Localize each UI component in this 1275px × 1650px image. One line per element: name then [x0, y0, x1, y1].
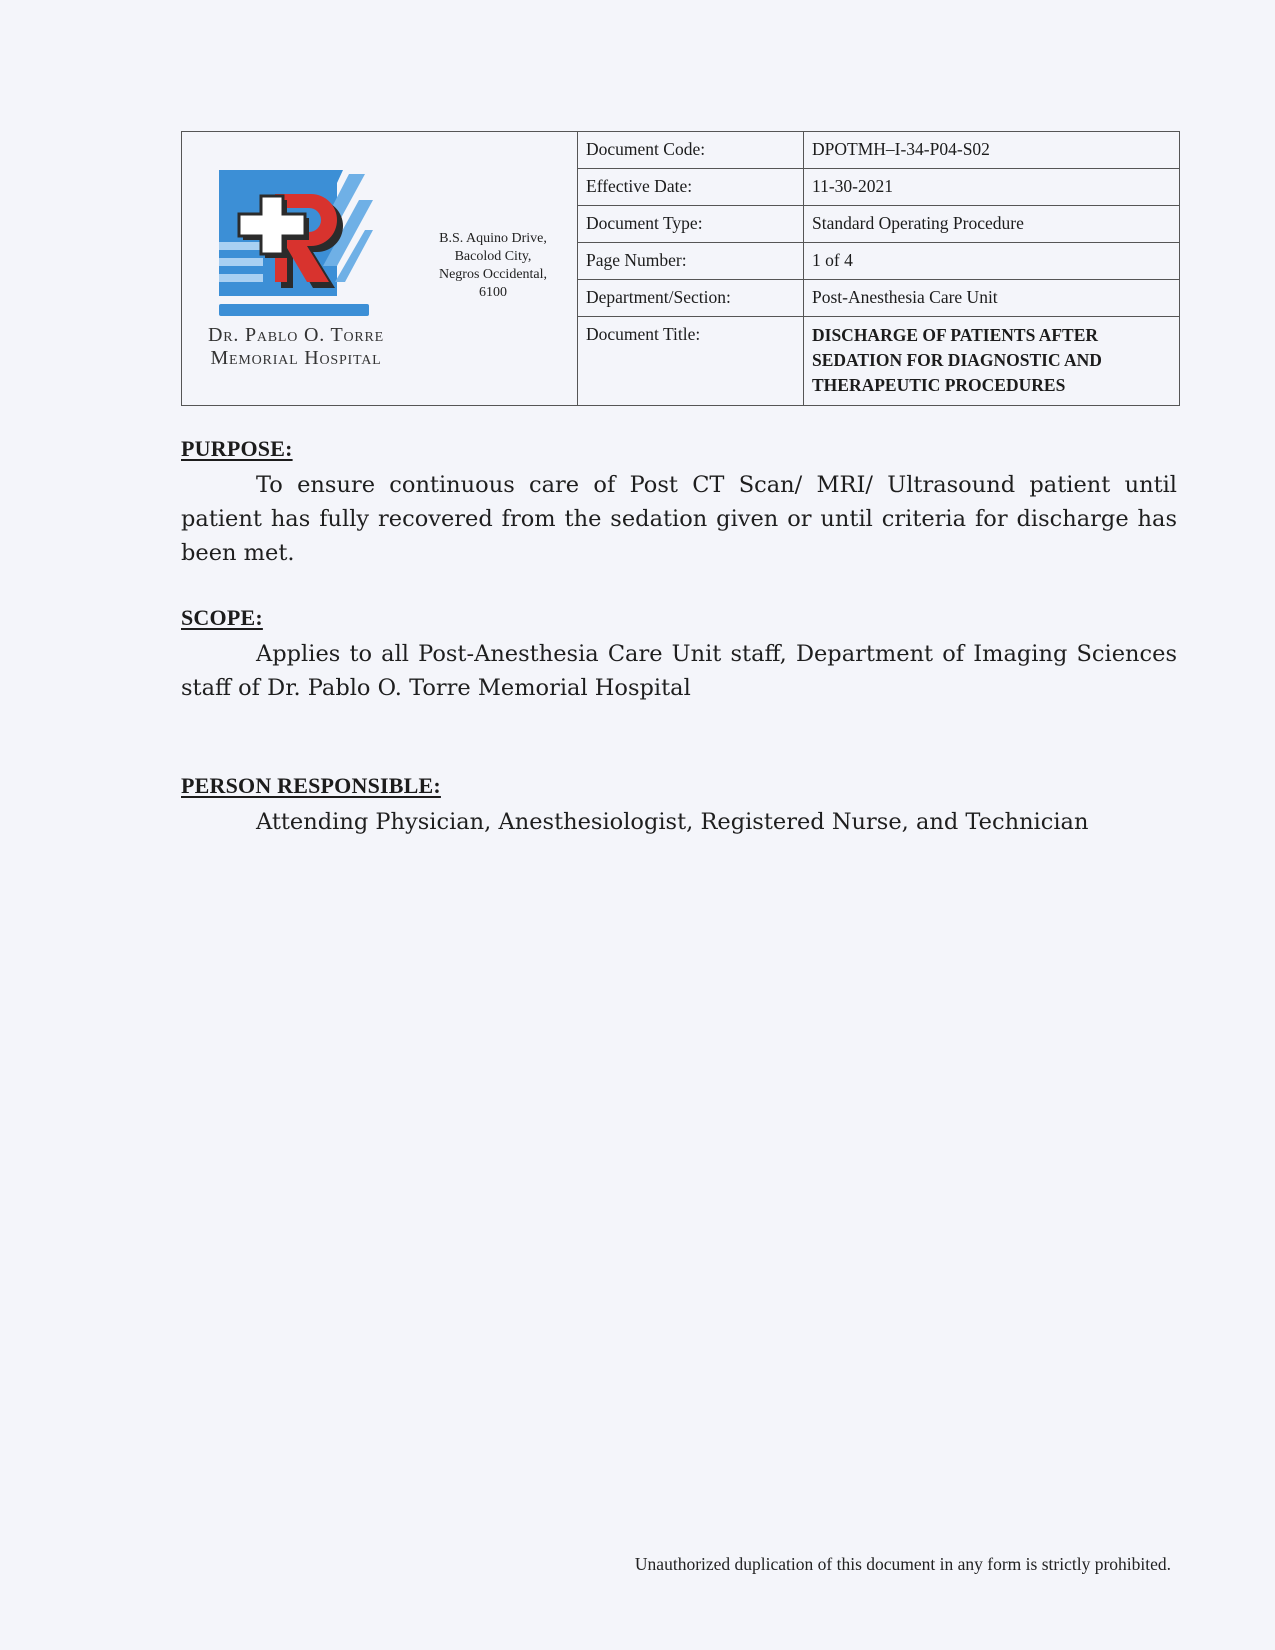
meta-value: 11-30-2021 — [812, 176, 894, 196]
purpose-section — [181, 436, 1177, 570]
meta-value: Post-Anesthesia Care Unit — [812, 287, 998, 307]
scope-heading: SCOPE: — [181, 605, 263, 630]
person-responsible-heading: PERSON RESPONSIBLE: — [181, 773, 441, 798]
document-title-line: DISCHARGE OF PATIENTS AFTER — [812, 325, 1099, 345]
meta-row-department — [578, 280, 1179, 317]
hospital-name-line1: Dr. Pablo O. Torre — [207, 324, 385, 346]
scope-text: Applies to all Post-Anesthesia Care Unit staff, Department of Imaging Sciences staff of Dr. Pablo O. Torre Memorial Hospital — [181, 641, 1177, 701]
meta-row-effective-date — [578, 169, 1179, 206]
purpose-heading: PURPOSE: — [181, 436, 293, 461]
meta-value: DPOTMH–I-34-P04-S02 — [812, 139, 990, 159]
hospital-brand-cell — [182, 132, 578, 405]
meta-value: Standard Operating Procedure — [812, 213, 1024, 233]
meta-label: Effective Date: — [578, 169, 804, 205]
meta-row-document-code — [578, 132, 1179, 169]
hospital-address — [418, 230, 568, 302]
meta-label: Document Code: — [578, 132, 804, 168]
address-line: Negros Occidental, — [438, 267, 548, 282]
address-line: 6100 — [479, 285, 507, 300]
meta-label: Page Number: — [578, 243, 804, 279]
hospital-name-line2: Memorial Hospital — [210, 347, 382, 369]
meta-label: Document Title: — [578, 317, 804, 405]
footer-notice: Unauthorized duplication of this document in any form is strictly prohibited. — [634, 1554, 1171, 1574]
purpose-text: To ensure continuous care of Post CT Scan/ MRI/ Ultrasound patient until patient has fully recovered from the sedation given or until criteria for discharge has been met. — [181, 472, 1177, 566]
meta-label: Document Type: — [578, 206, 804, 242]
meta-row-document-title — [578, 317, 1179, 405]
meta-row-page-number — [578, 243, 1179, 280]
address-line: Bacolod City, — [454, 249, 532, 264]
meta-label: Department/Section: — [578, 280, 804, 316]
scope-section — [181, 605, 1177, 705]
document-title-line: THERAPEUTIC PROCEDURES — [812, 375, 1066, 395]
document-header-table — [181, 131, 1180, 406]
meta-row-document-type — [578, 206, 1179, 243]
document-title-line: SEDATION FOR DIAGNOSTIC AND — [812, 350, 1102, 370]
document-title — [804, 317, 1179, 405]
person-responsible-text: Attending Physician, Anesthesiologist, Registered Nurse, and Technician — [256, 809, 1089, 835]
person-responsible-section — [181, 773, 1177, 839]
meta-value: 1 of 4 — [812, 250, 853, 270]
address-line: B.S. Aquino Drive, — [439, 231, 547, 246]
hospital-name — [182, 324, 410, 370]
hospital-cross-r-logo-icon — [219, 170, 373, 318]
document-meta-table — [578, 132, 1179, 405]
